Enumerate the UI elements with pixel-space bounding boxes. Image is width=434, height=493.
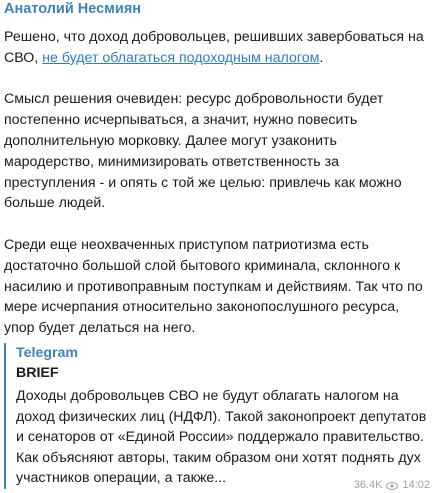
- eye-icon: [386, 481, 398, 489]
- preview-title: BRIEF: [16, 365, 59, 381]
- paragraph-3: Среди еще неохваченных приступом патриотизма есть достаточно большой слой бытового криминала, склонного к насилию и противоправным поступкам и действиям. Так что по мере исчерпания относительно законопослушного ресурса, упор будет делаться на него.: [4, 236, 423, 337]
- author-name[interactable]: Анатолий Несмиян: [4, 1, 142, 17]
- paragraph-1-start: Решено, что доход добровольцев, решивших завербоваться на СВО,: [4, 29, 424, 66]
- preview-description: Доходы добровольцев СВО не будут облагать налогом на доход физических лиц (НДФЛ). Такой законопроект депутатов и сенаторов от «Единой России» поддержало правительство. Как объясняют авторы, таким образом они хотят поднять дух участников операции, а также...: [16, 388, 427, 487]
- link-preview[interactable]: [4, 343, 428, 489]
- message-text: [4, 27, 428, 360]
- preview-site-name: Telegram: [16, 345, 79, 361]
- paragraph-1: [4, 27, 428, 69]
- message-time: 14:02: [402, 479, 430, 491]
- tax-news-link[interactable]: не будет облагаться подоходным налогом: [42, 49, 320, 66]
- views-count: 36.4K: [353, 479, 383, 491]
- paragraph-2: Смысл решения очевиден: ресурс добровольности будет постепенно исчерпываться, а значит, нужно повесить дополнительную морковку. Далее могут узаконить мародерство, минимизировать ответственность за преступления - и опять с той же целью: привлечь как можно больше людей.: [4, 91, 402, 212]
- paragraph-1-end: .: [319, 49, 324, 66]
- message-meta: [354, 479, 430, 491]
